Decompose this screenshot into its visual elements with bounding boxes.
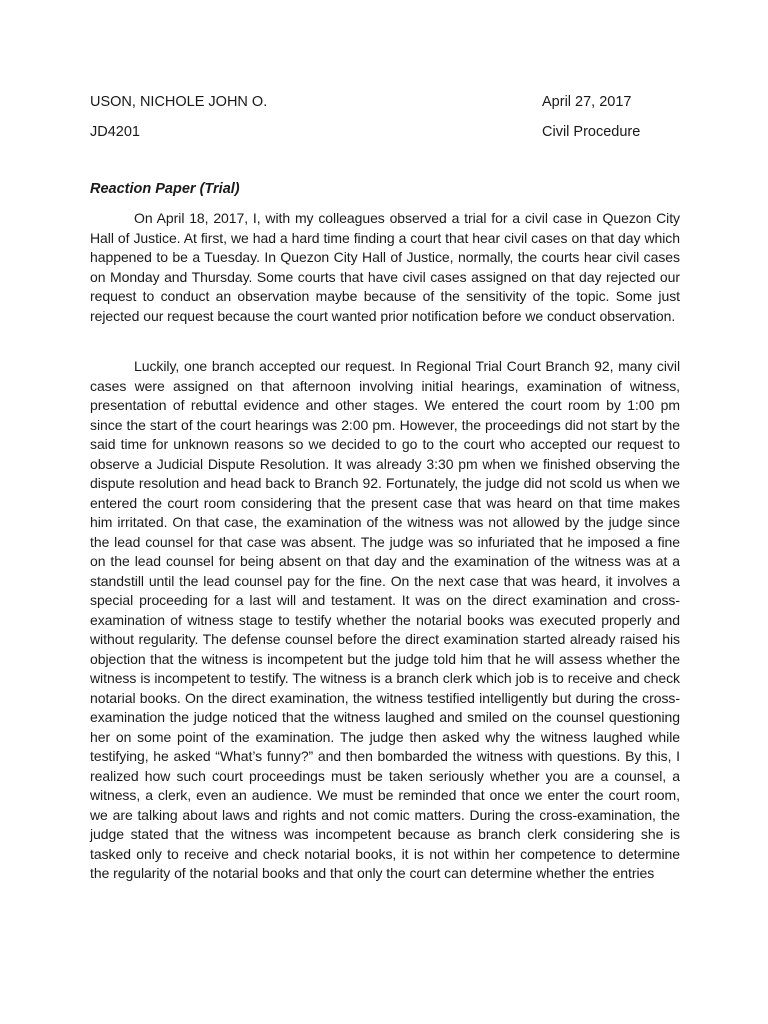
- paragraph-text: Luckily, one branch accepted our request. In Regional Trial Court Branch 92, many civil cases were assigned on that afternoon involving initial hearings, examination of witness, presentation of rebuttal evidence and other stages. We entered the court room by 1:00 pm since the start of the court hearings was 2:00 pm. However, the proceedings did not start by the said time for unknown reasons so we decided to go to the court who accepted our request to observe a Judicial Dispute Resolution. It was already 3:30 pm when we finished observing the dispute resolution and head back to Branch 92. Fortunately, the judge did not scold us when we entered the court room considering that the present case that was heard on that time makes him irritated. On that case, the examination of the witness was not allowed by the judge since the lead counsel for that case was absent. The judge was so infuriated that he imposed a fine on the lead counsel for being absent on that day and the examination of the witness was at a standstill until the lead counsel pay for the fine. On the next case that was heard, it involves a special proceeding for a last will and testament. It was on the direct examination and cross-examination of witness stage to testify whether the notarial books was executed properly and without regularity. The defense counsel before the direct examination started already raised his objection that the witness is incompetent but the judge told him that he will assess whether the witness is incompetent to testify. The witness is a branch clerk which job is to receive and check notarial books. On the direct examination, the witness testified intelligently but during the cross-examination the judge noticed that the witness laughed and smiled on the counsel questioning her on some point of the examination. The judge then asked why the witness laughed while testifying, he asked “What’s funny?” and then bombarded the witness with questions. By this, I realized how such court proceedings must be taken seriously whether you are a counsel, a witness, a clerk, even an audience. We must be reminded that once we enter the court room, we are talking about laws and rights and not comic matters. During the cross-examination, the judge stated that the witness was incompetent because as branch clerk considering she is tasked only to receive and check notarial books, it is not within her competence to determine the regularity of the notarial books and that only the court can determine whether the entries: [90, 358, 680, 881]
- paragraph-text: On April 18, 2017, I, with my colleagues observed a trial for a civil case in Quezon City Hall of Justice. At first, we had a hard time finding a court that hear civil cases on that day which happened to be a Tuesday. In Quezon City Hall of Justice, normally, the courts hear civil cases on Monday and Thursday. Some courts that have civil cases assigned on that day rejected our request to conduct an observation maybe because of the sensitivity of the topic. Some just rejected our request because the court wanted prior notification before we conduct observation.: [90, 210, 680, 324]
- document-title: Reaction Paper (Trial): [90, 181, 240, 197]
- section-code: JD4201: [90, 124, 140, 140]
- author-name: USON, NICHOLE JOHN O.: [90, 94, 268, 110]
- course-name: Civil Procedure: [542, 124, 641, 140]
- document-date: April 27, 2017: [542, 94, 632, 110]
- paragraph-1: [90, 209, 680, 326]
- paragraph-2: [90, 357, 680, 884]
